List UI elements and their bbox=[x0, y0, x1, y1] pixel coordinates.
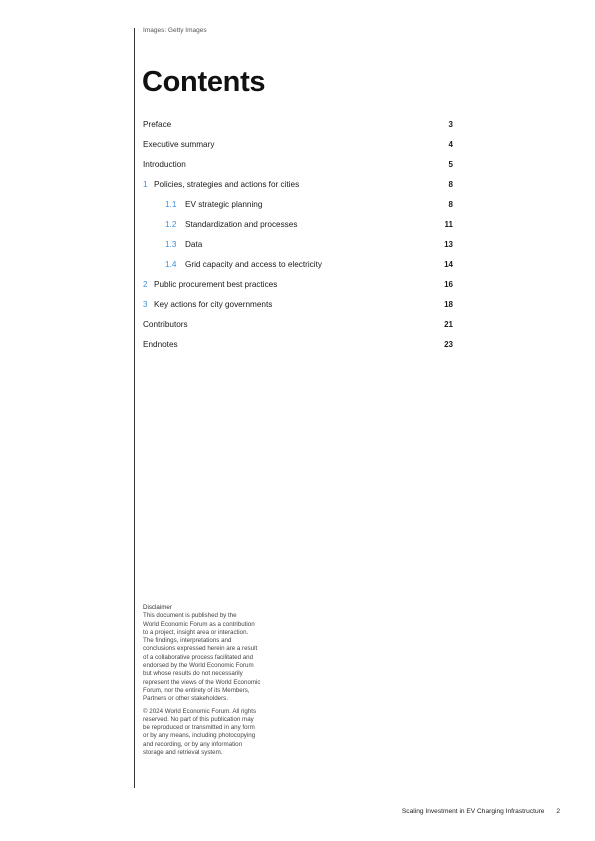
image-credit: Images: Getty Images bbox=[143, 27, 207, 34]
toc-entry[interactable] bbox=[143, 335, 453, 355]
toc-entry[interactable] bbox=[143, 215, 453, 235]
disclaimer-line: or by any means, including photocopying bbox=[143, 732, 256, 740]
footer-page-number: 2 bbox=[556, 808, 560, 815]
disclaimer-heading: Disclaimer bbox=[143, 604, 172, 611]
copyright-paragraph bbox=[143, 708, 293, 758]
disclaimer-line: to a project, insight area or interaction. bbox=[143, 628, 249, 636]
disclaimer-line: The findings, interpretations and bbox=[143, 637, 232, 645]
toc-entry-label: Grid capacity and access to electricity bbox=[185, 260, 322, 269]
disclaimer-line: be reproduced or transmitted in any form bbox=[143, 724, 255, 732]
toc-entry-number: 1 bbox=[143, 180, 148, 189]
toc-entry-page: 3 bbox=[448, 120, 453, 129]
toc-entry[interactable] bbox=[143, 115, 453, 135]
toc-entry-page: 18 bbox=[444, 300, 453, 309]
toc-entry-number: 1.1 bbox=[165, 200, 177, 209]
toc-entry-page: 23 bbox=[444, 340, 453, 349]
toc-entry-page: 5 bbox=[448, 160, 453, 169]
disclaimer-paragraph bbox=[143, 612, 293, 703]
toc-entry[interactable] bbox=[143, 175, 453, 195]
toc-entry[interactable] bbox=[143, 315, 453, 335]
toc-entry-label: Standardization and processes bbox=[185, 220, 298, 229]
toc-entry-number: 1.3 bbox=[165, 240, 177, 249]
disclaimer-line: Forum, nor the entirety of its Members, bbox=[143, 686, 250, 694]
toc-entry-label: Contributors bbox=[143, 320, 188, 329]
toc-entry-label: Executive summary bbox=[143, 140, 215, 149]
toc-entry-page: 4 bbox=[448, 140, 453, 149]
toc-entry[interactable] bbox=[143, 195, 453, 215]
toc-entry-number: 3 bbox=[143, 300, 148, 309]
disclaimer-line: World Economic Forum as a contribution bbox=[143, 620, 255, 628]
disclaimer bbox=[143, 604, 293, 757]
disclaimer-line: but whose results do not necessarily bbox=[143, 670, 243, 678]
disclaimer-line: storage and retrieval system. bbox=[143, 749, 223, 757]
toc-entry-page: 16 bbox=[444, 280, 453, 289]
table-of-contents bbox=[143, 115, 453, 355]
toc-entry[interactable] bbox=[143, 255, 453, 275]
toc-entry-label: Preface bbox=[143, 120, 172, 129]
toc-entry-label: Public procurement best practices bbox=[154, 280, 278, 289]
toc-entry-page: 8 bbox=[448, 180, 453, 189]
disclaimer-line: of a collaborative process facilitated and bbox=[143, 653, 254, 661]
toc-entry-label: Endnotes bbox=[143, 340, 178, 349]
vertical-rule bbox=[134, 28, 135, 788]
toc-entry[interactable] bbox=[143, 155, 453, 175]
toc-entry-page: 14 bbox=[444, 260, 453, 269]
toc-entry-page: 11 bbox=[444, 220, 453, 229]
toc-entry[interactable] bbox=[143, 275, 453, 295]
footer-doc-title: Scaling Investment in EV Charging Infrastructure bbox=[401, 808, 545, 815]
toc-entry-page: 8 bbox=[448, 200, 453, 209]
disclaimer-line: reserved. No part of this publication may bbox=[143, 715, 254, 723]
disclaimer-line: © 2024 World Economic Forum. All rights bbox=[143, 707, 257, 715]
toc-entry-page: 21 bbox=[444, 320, 453, 329]
disclaimer-line: This document is published by the bbox=[143, 612, 237, 620]
toc-entry[interactable] bbox=[143, 135, 453, 155]
disclaimer-line: endorsed by the World Economic Forum bbox=[143, 662, 254, 670]
toc-entry-page: 13 bbox=[444, 240, 453, 249]
page-title: Contents bbox=[142, 66, 266, 98]
toc-entry-number: 1.2 bbox=[165, 220, 177, 229]
toc-entry-label: Key actions for city governments bbox=[154, 300, 273, 309]
toc-entry-label: Data bbox=[185, 240, 203, 249]
toc-entry[interactable] bbox=[143, 235, 453, 255]
disclaimer-line: represent the views of the World Economic bbox=[143, 678, 261, 686]
toc-entry-label: EV strategic planning bbox=[185, 200, 263, 209]
disclaimer-line: and recording, or by any information bbox=[143, 740, 243, 748]
disclaimer-line: conclusions expressed herein are a result bbox=[143, 645, 258, 653]
toc-entry-number: 1.4 bbox=[165, 260, 177, 269]
disclaimer-line: Partners or other stakeholders. bbox=[143, 695, 228, 703]
page-footer bbox=[402, 808, 560, 815]
toc-entry-number: 2 bbox=[143, 280, 148, 289]
toc-entry-label: Policies, strategies and actions for cities bbox=[154, 180, 300, 189]
toc-entry-label: Introduction bbox=[143, 160, 186, 169]
toc-entry[interactable] bbox=[143, 295, 453, 315]
